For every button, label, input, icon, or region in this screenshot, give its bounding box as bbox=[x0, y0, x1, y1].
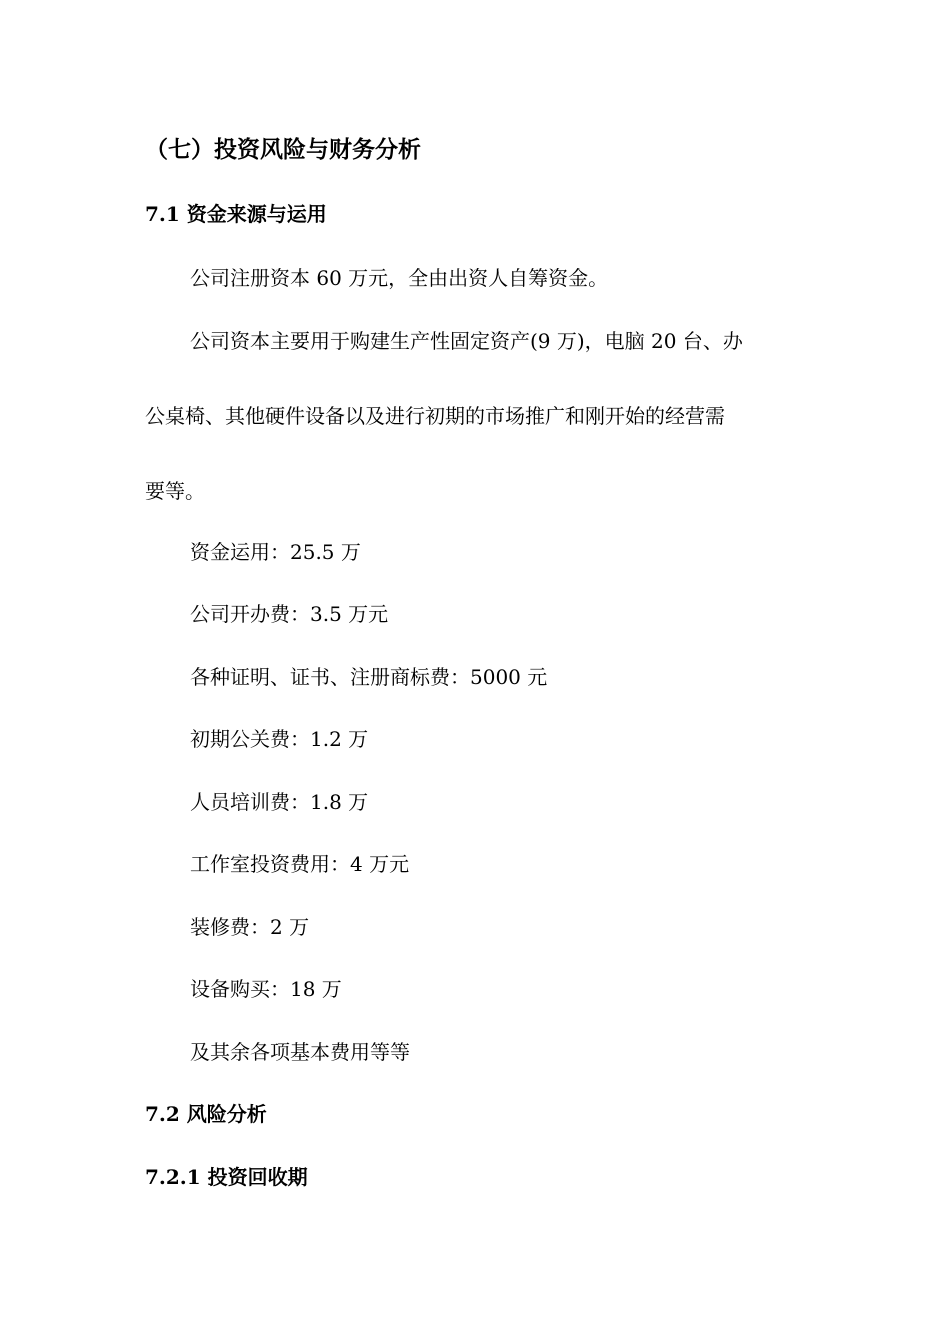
list-item: 及其余各项基本费用等等 bbox=[190, 1040, 410, 1064]
list-item: 人员培训费：1.8 万 bbox=[190, 790, 369, 814]
paragraph-capital-usage-line-1: 公司资本主要用于购建生产性固定资产(9 万)，电脑 20 台、办 bbox=[190, 329, 743, 353]
list-item: 资金运用：25.5 万 bbox=[190, 540, 361, 564]
heading-7-1: 7.1 资金来源与运用 bbox=[145, 202, 327, 226]
list-item: 设备购买：18 万 bbox=[190, 977, 342, 1001]
list-item: 工作室投资费用：4 万元 bbox=[190, 852, 410, 876]
list-item: 公司开办费：3.5 万元 bbox=[190, 602, 389, 626]
list-item: 各种证明、证书、注册商标费：5000 元 bbox=[190, 665, 548, 689]
list-item: 初期公关费：1.2 万 bbox=[190, 727, 369, 751]
paragraph-capital-usage-line-2: 公桌椅、其他硬件设备以及进行初期的市场推广和刚开始的经营需 bbox=[145, 404, 725, 428]
section-title: （七）投资风险与财务分析 bbox=[145, 136, 421, 163]
heading-7-2: 7.2 风险分析 bbox=[145, 1102, 267, 1126]
paragraph-capital-usage-line-3: 要等。 bbox=[145, 479, 205, 503]
heading-7-2-1: 7.2.1 投资回收期 bbox=[145, 1165, 308, 1189]
paragraph-registered-capital: 公司注册资本 60 万元，全由出资人自筹资金。 bbox=[190, 266, 609, 290]
list-item: 装修费：2 万 bbox=[190, 915, 310, 939]
